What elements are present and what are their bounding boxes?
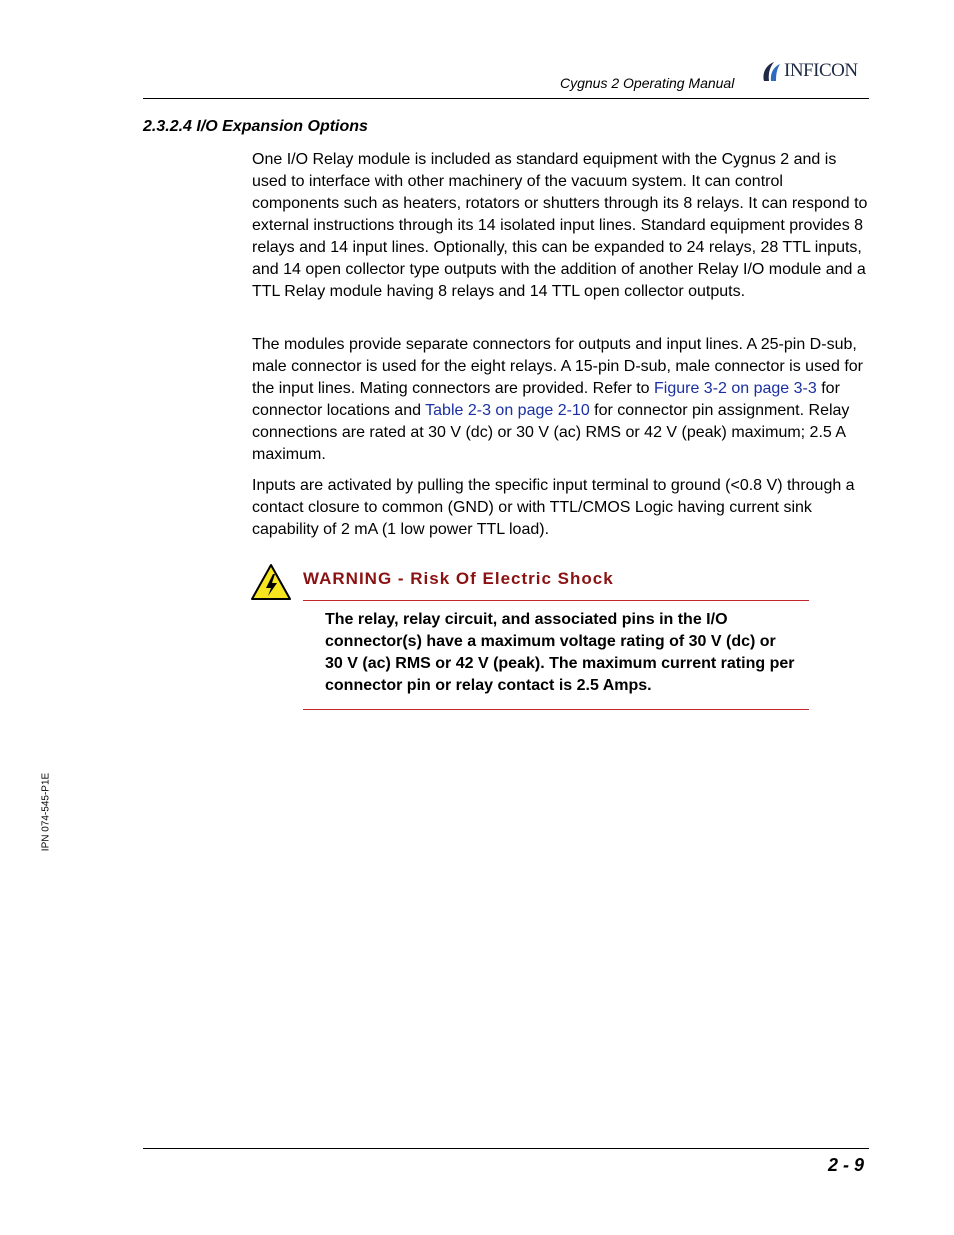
ipn-code: IPN 074-545-P1E [40, 772, 52, 852]
table-2-3-link[interactable]: Table 2-3 on page 2-10 [425, 402, 590, 419]
manual-title: Cygnus 2 Operating Manual [560, 75, 735, 91]
footer-divider [143, 1148, 869, 1149]
inficon-logo [760, 58, 858, 84]
paragraph-3: Inputs are activated by pulling the specific input terminal to ground (<0.8 V) through a contact closure to common (GND) or with TTL/CMOS Logic having current sink capability of 2 mA (1 low power TTL load). [252, 477, 855, 538]
logo-text: INFICON [784, 60, 858, 81]
warning-title: WARNING - Risk Of Electric Shock [303, 569, 614, 588]
warning-bottom-rule [303, 709, 809, 710]
figure-3-2-link[interactable]: Figure 3-2 on page 3-3 [654, 380, 817, 397]
paragraph-2-text-a: The modules provide separate connectors for outputs and input lines. A 25-pin D-sub, male connector is used for the eight relays. A 15-pin D-sub, male connector is used for the input lines. Mating connectors are provided. Refer to [252, 336, 863, 397]
inficon-logo-mark-icon [760, 59, 782, 83]
paragraph-2 [252, 334, 870, 466]
paragraph-2-text-b: for connector locations and [252, 380, 840, 419]
high-voltage-warning-icon [250, 563, 292, 601]
section-heading: 2.3.2.4 I/O Expansion Options [143, 118, 368, 135]
warning-body: The relay, relay circuit, and associated pins in the I/O connector(s) have a maximum voltage rating of 30 V (dc) or 30 V (ac) RMS or 42 V (peak). The maximum current rating per connector pin or relay contact is 2.5 Amps. [325, 611, 795, 694]
warning-top-rule [303, 600, 809, 601]
header-divider [143, 98, 869, 99]
paragraph-1: One I/O Relay module is included as standard equipment with the Cygnus 2 and is used to interface with other machinery of the vacuum system. It can control components such as heaters, rotators or shutters through its 8 relays. It can respond to external instructions through its 14 isolated input lines. Standard equipment provides 8 relays and 14 input lines. Optionally, this can be expanded to 24 relays, 28 TTL inputs, and 14 open collector type outputs with the addition of another Relay I/O module and a TTL Relay module having 8 relays and 14 TTL open collector outputs. [252, 151, 868, 300]
paragraph-2-text-c: for connector pin assignment. Relay connections are rated at 30 V (dc) or 30 V (ac) RMS or 42 V (peak) maximum; 2.5 A maximum. [252, 402, 850, 463]
page-number: 2 - 9 [827, 1155, 864, 1175]
